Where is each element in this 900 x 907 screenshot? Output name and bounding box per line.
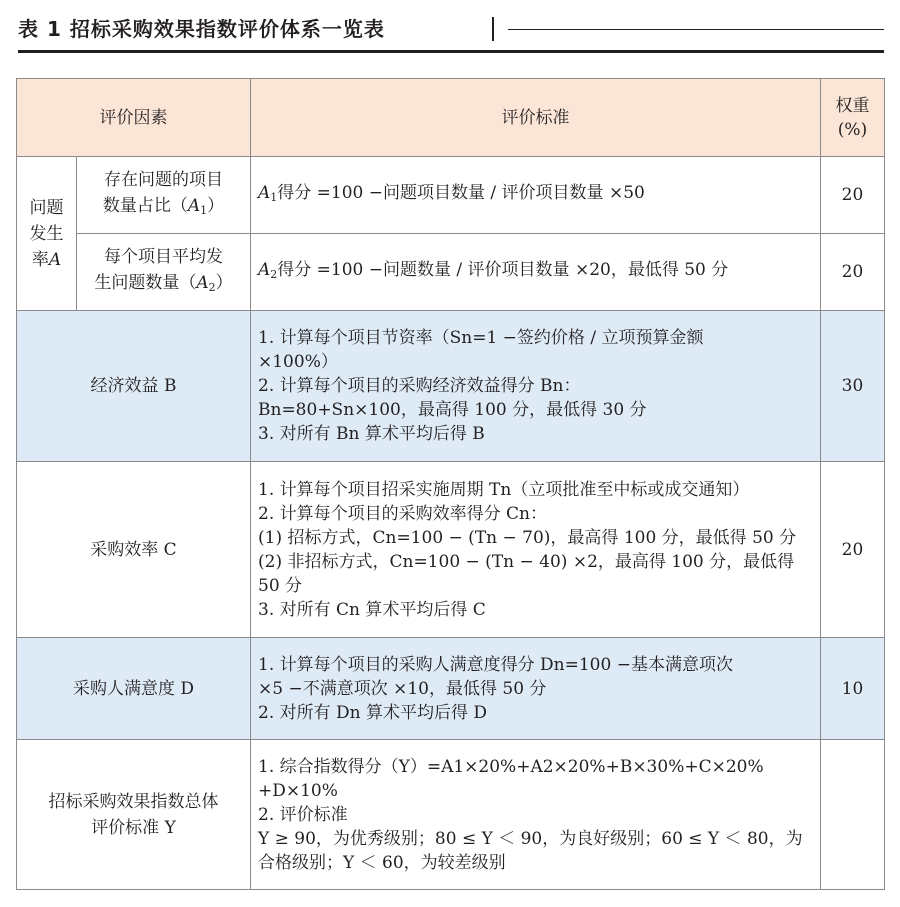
table-title: 表 1 招标采购效果指数评价体系一览表 (18, 17, 385, 41)
criteria-b-line: 1. 计算每个项目节资率（Sn=1 −签约价格 / 立项预算金额 (258, 328, 704, 348)
weight-b: 30 (821, 311, 885, 462)
criteria-b-line: ×100%） (258, 352, 338, 372)
criteria-a1-sub: 1 (270, 190, 278, 204)
factor-a1-close: ） (207, 195, 225, 216)
criteria-a2-var: A (258, 259, 271, 280)
criteria-c (251, 462, 821, 638)
factor-a1-sub: 1 (200, 203, 208, 217)
criteria-a2 (251, 234, 821, 311)
table-row-a2 (17, 234, 885, 311)
weight-y (821, 740, 885, 890)
factor-a2-sub: 2 (208, 280, 216, 294)
criteria-c-line: 2. 计算每个项目的采购效率得分 Cn： (258, 503, 547, 524)
factor-c: 采购效率 C (17, 462, 251, 638)
criteria-c-line: 1. 计算每个项目招采实施周期 Tn（立项批准至中标或成交通知） (258, 479, 750, 500)
factor-a1 (77, 157, 251, 234)
criteria-d-line: ×5 −不满意项次 ×10，最低得 50 分 (258, 678, 547, 699)
criteria-d-line: 2. 对所有 Dn 算术平均后得 D (258, 702, 488, 723)
factor-a1-line2 (83, 193, 244, 224)
criteria-a2-text: 得分 =100 −问题数量 / 评价项目数量 ×20，最低得 50 分 (277, 259, 729, 280)
criteria-d-line: 1. 计算每个项目的采购人满意度得分 Dn=100 −基本满意项次 (258, 654, 733, 675)
criteria-y-line: 1. 综合指数得分（Y）=A1×20%+A2×20%+B×30%+C×20% (258, 756, 764, 777)
group-a-label-var: A (48, 249, 62, 270)
criteria-c-line: (2) 非招标方式，Cn=100 − (Tn − 40) ×2，最高得 100 分，最低得 50 分 (258, 551, 795, 596)
header-factor: 评价因素 (17, 79, 251, 157)
factor-y (17, 740, 251, 890)
header-criteria: 评价标准 (251, 79, 821, 157)
criteria-b-line: 3. 对所有 Bn 算术平均后得 B (258, 424, 485, 444)
criteria-y-line: Y ≥ 90，为优秀级别；80 ≤ Y ＜ 90，为良好级别；60 ≤ Y ＜ 80，为合格级别；Y ＜ 60，为较差级别 (258, 828, 803, 873)
evaluation-table (16, 78, 885, 890)
weight-a2: 20 (821, 234, 885, 311)
title-underline (18, 50, 884, 53)
criteria-y (251, 740, 821, 890)
criteria-b (251, 311, 821, 462)
header-row (17, 79, 885, 157)
factor-y-line1: 招标采购效果指数总体 (48, 791, 219, 812)
header-weight-line1: 权重 (835, 95, 870, 116)
factor-y-line2: 评价标准 Y (91, 817, 176, 838)
criteria-a1 (251, 157, 821, 234)
group-a-label-prefix: 率 (31, 249, 49, 270)
criteria-y-line: +D×10% (258, 780, 338, 801)
criteria-c-line: 3. 对所有 Cn 算术平均后得 C (258, 599, 486, 620)
weight-d: 10 (821, 638, 885, 740)
weight-a1: 20 (821, 157, 885, 234)
factor-a2-prefix: 生问题数量（ (94, 272, 197, 293)
factor-d: 采购人满意度 D (17, 638, 251, 740)
criteria-d (251, 638, 821, 740)
factor-a2-close: ） (215, 272, 233, 293)
criteria-a1-var: A (258, 182, 271, 203)
title-tick-mark (492, 17, 494, 41)
table-row-b (17, 311, 885, 462)
group-a-label-line2: 发生 (29, 223, 64, 244)
group-a-label-line3 (23, 247, 70, 273)
weight-c: 20 (821, 462, 885, 638)
group-a-label-line1: 问题 (29, 197, 64, 218)
header-weight-line2: (%) (837, 119, 868, 140)
title-rule (508, 29, 884, 30)
factor-a1-var: A (187, 195, 201, 216)
factor-b: 经济效益 B (17, 311, 251, 462)
criteria-b-line: Bn=80+Sn×100，最高得 100 分，最低得 30 分 (258, 400, 647, 420)
factor-a1-prefix: 数量占比（ (102, 195, 188, 216)
factor-a2-line2 (83, 270, 244, 301)
criteria-a2-sub: 2 (270, 267, 278, 281)
table-row-c (17, 462, 885, 638)
table-row-d (17, 638, 885, 740)
table-row-a1 (17, 157, 885, 234)
criteria-b-line: 2. 计算每个项目的采购经济效益得分 Bn： (258, 376, 581, 396)
factor-a1-line1: 存在问题的项目 (104, 169, 223, 190)
table-title-bar (18, 14, 884, 50)
criteria-a1-text: 得分 =100 −问题项目数量 / 评价项目数量 ×50 (277, 182, 645, 203)
factor-a2-var: A (196, 272, 209, 293)
table-row-y (17, 740, 885, 890)
factor-a2-line1: 每个项目平均发 (104, 246, 223, 267)
group-a-label (17, 157, 77, 311)
criteria-c-line: (1) 招标方式，Cn=100 − (Tn − 70)，最高得 100 分，最低得 50 分 (258, 527, 797, 548)
header-weight (821, 79, 885, 157)
criteria-y-line: 2. 评价标准 (258, 804, 348, 825)
factor-a2 (77, 234, 251, 311)
